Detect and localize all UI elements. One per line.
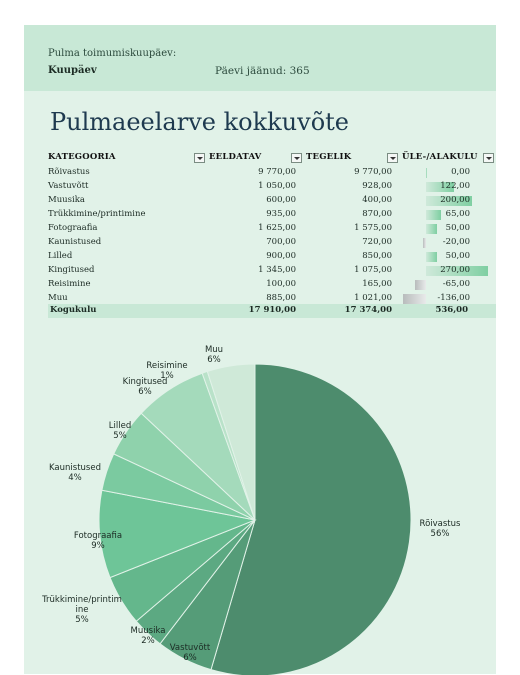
wedding-date-label: Pulma toimumiskuupäev: bbox=[48, 48, 177, 59]
table-row[interactable] bbox=[48, 278, 472, 292]
row-category: Fotograafia bbox=[48, 223, 98, 233]
row-actual: 720,00 bbox=[362, 237, 392, 247]
col-header-expected: EELDATAV bbox=[209, 152, 262, 162]
wedding-date-value[interactable]: Kuupäev bbox=[48, 65, 97, 76]
difference-data-bar bbox=[423, 238, 426, 248]
row-category: Vastuvõtt bbox=[48, 181, 89, 191]
row-expected: 1 625,00 bbox=[258, 223, 296, 233]
slice-label-name: Kingitused bbox=[122, 377, 168, 387]
row-expected: 900,00 bbox=[266, 251, 296, 261]
row-difference: 50,00 bbox=[445, 223, 470, 233]
slice-label-name: Reisimine bbox=[146, 361, 188, 371]
table-row[interactable] bbox=[48, 250, 472, 264]
table-row[interactable] bbox=[48, 236, 472, 250]
row-actual: 1 075,00 bbox=[354, 265, 392, 275]
slice-label-name: Trükkimine/printim bbox=[42, 595, 122, 605]
difference-data-bar bbox=[426, 252, 437, 262]
table-row[interactable] bbox=[48, 166, 472, 180]
days-left: Päevi jäänud: 365 bbox=[215, 65, 310, 77]
row-actual: 850,00 bbox=[362, 251, 392, 261]
row-category: Muusika bbox=[48, 195, 85, 205]
pie-chart bbox=[0, 330, 520, 675]
slice-label-percent: 56% bbox=[430, 529, 450, 539]
difference-data-bar bbox=[403, 294, 426, 304]
difference-data-bar bbox=[426, 168, 427, 178]
row-actual: 1 575,00 bbox=[354, 223, 392, 233]
slice-label-name: Muu bbox=[204, 345, 224, 355]
slice-label bbox=[41, 595, 122, 625]
row-difference: 0,00 bbox=[451, 167, 470, 177]
total-difference: 536,00 bbox=[435, 305, 468, 315]
table-row[interactable] bbox=[48, 208, 472, 222]
slice-label-name: Fotograafia bbox=[73, 531, 123, 541]
slice-label-name: Muusika bbox=[130, 626, 166, 636]
slice-label-name: Kaunistused bbox=[49, 463, 101, 473]
row-actual: 9 770,00 bbox=[354, 167, 392, 177]
slice-label-name: ine bbox=[75, 605, 89, 615]
slice-label-name: Rõivastus bbox=[419, 519, 461, 529]
row-difference: -20,00 bbox=[442, 237, 470, 247]
slice-label-percent: 2% bbox=[141, 636, 155, 646]
filter-dropdown-difference[interactable] bbox=[483, 153, 494, 163]
slice-label-percent: 5% bbox=[75, 615, 89, 625]
table-row[interactable] bbox=[48, 180, 472, 194]
row-actual: 400,00 bbox=[362, 195, 392, 205]
slice-label bbox=[49, 463, 101, 483]
slice-label bbox=[420, 519, 461, 539]
slice-label-percent: 6% bbox=[183, 653, 197, 663]
difference-data-bar bbox=[415, 280, 426, 290]
col-header-actual: TEGELIK bbox=[306, 152, 352, 162]
slice-label-percent: 6% bbox=[207, 355, 221, 365]
filter-dropdown-category[interactable] bbox=[194, 153, 205, 163]
row-expected: 935,00 bbox=[266, 209, 296, 219]
slice-label-percent: 6% bbox=[138, 387, 152, 397]
filter-dropdown-expected[interactable] bbox=[291, 153, 302, 163]
row-difference: -65,00 bbox=[442, 279, 470, 289]
col-header-difference: ÜLE-/ALAKULU bbox=[402, 152, 478, 162]
row-category: Reisimine bbox=[48, 279, 91, 289]
row-actual: 870,00 bbox=[362, 209, 392, 219]
row-category: Lilled bbox=[48, 251, 73, 261]
slice-label-percent: 1% bbox=[160, 371, 174, 381]
slice-label bbox=[205, 345, 223, 365]
table-row[interactable] bbox=[48, 264, 472, 278]
page-title: Pulmaeelarve kokkuvõte bbox=[50, 108, 349, 136]
row-difference: 200,00 bbox=[440, 195, 470, 205]
slice-label-percent: 4% bbox=[68, 473, 82, 483]
row-category: Trükkimine/printimine bbox=[48, 209, 146, 219]
row-difference: -136,00 bbox=[437, 293, 470, 303]
row-expected: 700,00 bbox=[266, 237, 296, 247]
row-difference: 270,00 bbox=[440, 265, 470, 275]
row-expected: 885,00 bbox=[266, 293, 296, 303]
row-category: Muu bbox=[48, 293, 68, 303]
total-row[interactable] bbox=[48, 304, 496, 318]
row-difference: 122,00 bbox=[440, 181, 470, 191]
slice-label-name: Lilled bbox=[108, 421, 132, 431]
row-difference: 50,00 bbox=[445, 251, 470, 261]
row-category: Kingitused bbox=[48, 265, 95, 275]
row-actual: 928,00 bbox=[362, 181, 392, 191]
row-difference: 65,00 bbox=[445, 209, 470, 219]
col-header-category: KATEGOORIA bbox=[48, 152, 116, 162]
slice-label-percent: 9% bbox=[91, 541, 105, 551]
row-expected: 1 345,00 bbox=[258, 265, 296, 275]
total-expected: 17 910,00 bbox=[248, 305, 296, 315]
row-expected: 600,00 bbox=[266, 195, 296, 205]
row-expected: 100,00 bbox=[266, 279, 296, 289]
slice-label-percent: 5% bbox=[113, 431, 127, 441]
row-category: Rõivastus bbox=[48, 167, 90, 177]
row-actual: 165,00 bbox=[362, 279, 392, 289]
table-row[interactable] bbox=[48, 222, 472, 236]
total-label: Kogukulu bbox=[50, 305, 97, 315]
total-actual: 17 374,00 bbox=[344, 305, 392, 315]
row-category: Kaunistused bbox=[48, 237, 102, 247]
difference-data-bar bbox=[426, 210, 441, 220]
header-band bbox=[24, 25, 496, 91]
difference-data-bar bbox=[426, 224, 437, 234]
filter-dropdown-actual[interactable] bbox=[387, 153, 398, 163]
row-actual: 1 021,00 bbox=[354, 293, 392, 303]
row-expected: 1 050,00 bbox=[258, 181, 296, 191]
slice-label-name: Vastuvõtt bbox=[169, 643, 211, 653]
row-expected: 9 770,00 bbox=[258, 167, 296, 177]
table-row[interactable] bbox=[48, 194, 472, 208]
